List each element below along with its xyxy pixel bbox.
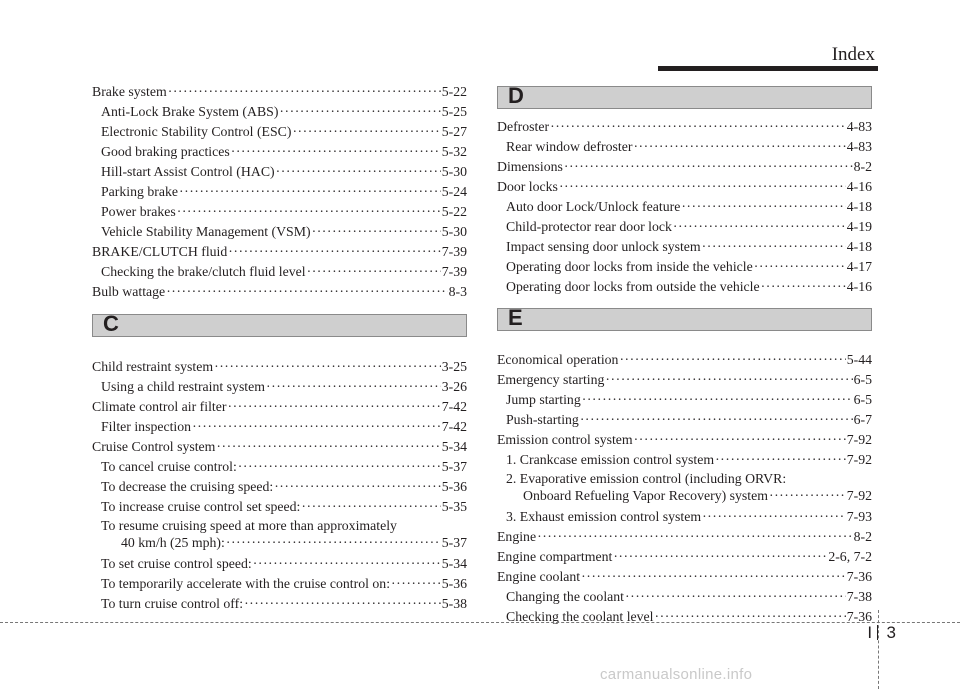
index-entry[interactable] bbox=[92, 282, 467, 302]
dot-leader bbox=[179, 182, 441, 202]
index-column-right bbox=[497, 83, 872, 627]
index-entry-page: 7-36 bbox=[846, 569, 872, 584]
dot-leader bbox=[266, 377, 441, 397]
dot-leader bbox=[619, 350, 845, 370]
dot-leader bbox=[715, 450, 846, 470]
dot-leader bbox=[276, 162, 441, 182]
dot-leader bbox=[177, 202, 441, 222]
index-subentry[interactable] bbox=[92, 162, 467, 182]
dot-leader bbox=[216, 437, 440, 457]
index-subentry[interactable] bbox=[497, 217, 872, 237]
index-entry-term: Filter inspection bbox=[101, 419, 192, 434]
index-entry-page: 7-42 bbox=[441, 419, 467, 434]
index-entry-term: Good braking practices bbox=[101, 144, 230, 159]
index-entry-term: Hill-start Assist Control (HAC) bbox=[101, 164, 275, 179]
dot-leader bbox=[581, 567, 846, 587]
index-entry-term: Defroster bbox=[497, 119, 550, 134]
index-subentry[interactable] bbox=[92, 554, 467, 574]
entries-e2 bbox=[497, 507, 872, 627]
index-entry-term: BRAKE/CLUTCH fluid bbox=[92, 244, 228, 259]
index-entry-term: Power brakes bbox=[101, 204, 176, 219]
index-entry[interactable] bbox=[92, 357, 467, 377]
dot-leader bbox=[227, 397, 440, 417]
dot-leader bbox=[301, 497, 440, 517]
index-subentry[interactable] bbox=[497, 137, 872, 157]
dot-leader bbox=[192, 417, 441, 437]
index-subentry[interactable] bbox=[497, 277, 872, 297]
index-entry-term: Bulb wattage bbox=[92, 284, 166, 299]
index-entry-term: 3. Exhaust emission control system bbox=[506, 509, 702, 524]
index-subentry[interactable] bbox=[497, 507, 872, 527]
index-entry-term: Parking brake bbox=[101, 184, 179, 199]
index-entry-term: Door locks bbox=[497, 179, 558, 194]
index-entry-page: 6-7 bbox=[853, 412, 872, 427]
index-entry-page: 4-18 bbox=[846, 239, 872, 254]
index-entry[interactable] bbox=[92, 397, 467, 417]
section-letter-c: C bbox=[103, 311, 119, 336]
index-entry-term: Auto door Lock/Unlock feature bbox=[506, 199, 681, 214]
index-subentry[interactable] bbox=[92, 477, 467, 497]
index-subentry[interactable] bbox=[92, 594, 467, 614]
index-subentry[interactable] bbox=[497, 237, 872, 257]
dot-leader bbox=[168, 82, 441, 102]
dot-leader bbox=[214, 357, 441, 377]
index-entry-term: Jump starting bbox=[506, 392, 581, 407]
index-entry-page: 5-30 bbox=[441, 224, 467, 239]
index-entry-page: 6-5 bbox=[853, 392, 872, 407]
entries-c bbox=[92, 357, 467, 517]
index-entry-term: Changing the coolant bbox=[506, 589, 625, 604]
dot-leader bbox=[244, 594, 441, 614]
index-entry[interactable] bbox=[497, 547, 872, 567]
index-subentry[interactable] bbox=[92, 102, 467, 122]
index-entry-term: Child-protector rear door lock bbox=[506, 219, 672, 234]
index-entry-page: 5-37 bbox=[441, 535, 467, 550]
index-entry-page: 7-42 bbox=[441, 399, 467, 414]
dot-leader bbox=[226, 534, 441, 551]
section-letter-d: D bbox=[508, 83, 524, 108]
index-entry-page: 5-34 bbox=[441, 556, 467, 571]
index-subentry[interactable] bbox=[92, 457, 467, 477]
entries-e bbox=[497, 350, 872, 470]
index-entry[interactable] bbox=[497, 117, 872, 137]
index-entry-term: Rear window defroster bbox=[506, 139, 633, 154]
footer-rule bbox=[0, 622, 960, 623]
index-entry-page: 4-16 bbox=[846, 179, 872, 194]
dot-leader bbox=[312, 222, 441, 242]
dot-leader bbox=[605, 370, 852, 390]
index-entry-term: Operating door locks from outside the vehicle bbox=[506, 279, 760, 294]
index-entry[interactable] bbox=[497, 350, 872, 370]
index-entry-term: Checking the brake/clutch fluid level bbox=[101, 264, 306, 279]
dot-leader bbox=[681, 197, 845, 217]
dot-leader bbox=[166, 282, 447, 302]
index-entry-wrapped[interactable] bbox=[92, 517, 467, 551]
index-subentry[interactable] bbox=[497, 450, 872, 470]
index-entry-term: To turn cruise control off: bbox=[101, 596, 244, 611]
index-entry-page: 8-3 bbox=[448, 284, 467, 299]
index-subentry[interactable] bbox=[92, 142, 467, 162]
index-entry-page: 7-39 bbox=[441, 264, 467, 279]
index-entry-term: Electronic Stability Control (ESC) bbox=[101, 124, 292, 139]
index-entry-page: 4-83 bbox=[846, 119, 872, 134]
section-header-c bbox=[92, 311, 467, 337]
index-entry-term-line2: 40 km/h (25 mph): bbox=[121, 535, 225, 550]
index-entry-page: 5-22 bbox=[441, 204, 467, 219]
page-header-title: Index bbox=[831, 44, 875, 65]
dot-leader bbox=[613, 547, 827, 567]
index-entry-term: Push-starting bbox=[506, 412, 579, 427]
index-subentry[interactable] bbox=[92, 202, 467, 222]
dot-leader bbox=[625, 587, 846, 607]
index-subentry[interactable] bbox=[92, 377, 467, 397]
index-entry-page: 7-38 bbox=[846, 589, 872, 604]
dot-leader bbox=[702, 237, 846, 257]
index-entry[interactable] bbox=[497, 177, 872, 197]
index-entry-term-line2: Onboard Refueling Vapor Recovery) system bbox=[523, 488, 768, 503]
dot-leader bbox=[292, 122, 440, 142]
index-entry-page: 5-32 bbox=[441, 144, 467, 159]
index-subentry[interactable] bbox=[92, 182, 467, 202]
index-entry-page: 4-19 bbox=[846, 219, 872, 234]
index-entry-term: To temporarily accelerate with the cruise control on: bbox=[101, 576, 391, 591]
dot-leader bbox=[655, 607, 846, 627]
index-entry-page: 6-5 bbox=[853, 372, 872, 387]
page-number-value: 3 bbox=[886, 623, 896, 642]
index-entry-term: Engine compartment bbox=[497, 549, 613, 564]
index-subentry[interactable] bbox=[92, 122, 467, 142]
page-number-separator bbox=[877, 625, 878, 640]
index-entry-page: 7-92 bbox=[846, 432, 872, 447]
index-entry[interactable] bbox=[92, 82, 467, 102]
index-subentry[interactable] bbox=[92, 262, 467, 282]
index-entry[interactable] bbox=[497, 527, 872, 547]
index-entry-page: 7-93 bbox=[846, 509, 872, 524]
index-entry[interactable] bbox=[497, 430, 872, 450]
index-entry-term: Anti-Lock Brake System (ABS) bbox=[101, 104, 279, 119]
dot-leader bbox=[231, 142, 441, 162]
index-subentry[interactable] bbox=[497, 197, 872, 217]
index-entry-term: Emission control system bbox=[497, 432, 633, 447]
section-header-d bbox=[497, 83, 872, 109]
index-entry-term: To cancel cruise control: bbox=[101, 459, 237, 474]
dot-leader bbox=[769, 487, 846, 504]
index-entry-page: 4-83 bbox=[846, 139, 872, 154]
index-entry-page: 5-44 bbox=[846, 352, 872, 367]
index-entry-term: Vehicle Stability Management (VSM) bbox=[101, 224, 311, 239]
index-subentry[interactable] bbox=[497, 390, 872, 410]
index-subentry[interactable] bbox=[92, 417, 467, 437]
dot-leader bbox=[253, 554, 441, 574]
dot-leader bbox=[634, 430, 846, 450]
index-entry-page: 7-36 bbox=[846, 609, 872, 624]
index-entry[interactable] bbox=[92, 437, 467, 457]
index-entry-term: Child restraint system bbox=[92, 359, 214, 374]
index-entry-term-line1: To resume cruising speed at more than approximately bbox=[101, 518, 397, 533]
index-subentry[interactable] bbox=[497, 607, 872, 627]
index-subentry[interactable] bbox=[92, 222, 467, 242]
dot-leader bbox=[279, 102, 440, 122]
index-entry-term: 1. Crankcase emission control system bbox=[506, 452, 715, 467]
dot-leader bbox=[559, 177, 846, 197]
dot-leader bbox=[761, 277, 846, 297]
index-entry-page: 5-22 bbox=[441, 84, 467, 99]
index-subentry[interactable] bbox=[497, 257, 872, 277]
index-entry-page: 5-35 bbox=[441, 499, 467, 514]
index-entry-page: 4-17 bbox=[846, 259, 872, 274]
index-entry-term: Dimensions bbox=[497, 159, 563, 174]
index-entry-page: 5-24 bbox=[441, 184, 467, 199]
index-entry[interactable] bbox=[497, 157, 872, 177]
index-entry-term: Cruise Control system bbox=[92, 439, 216, 454]
index-entry-page: 7-92 bbox=[846, 452, 872, 467]
index-entry-term: To increase cruise control set speed: bbox=[101, 499, 301, 514]
index-entry-term: To set cruise control speed: bbox=[101, 556, 252, 571]
index-entry-page: 5-30 bbox=[441, 164, 467, 179]
page-number bbox=[867, 622, 896, 644]
index-entry-term: Checking the coolant level bbox=[506, 609, 654, 624]
index-entry-term: Brake system bbox=[92, 84, 167, 99]
section-letter-e: E bbox=[508, 305, 523, 330]
index-subentry[interactable] bbox=[92, 497, 467, 517]
index-entry-page: 5-36 bbox=[441, 479, 467, 494]
index-subentry[interactable] bbox=[497, 587, 872, 607]
dot-leader bbox=[550, 117, 846, 137]
dot-leader bbox=[754, 257, 846, 277]
section-header-e bbox=[497, 305, 872, 331]
index-entry[interactable] bbox=[92, 242, 467, 262]
entries-top bbox=[92, 82, 467, 302]
index-entry-term: Operating door locks from inside the vehicle bbox=[506, 259, 753, 274]
dot-leader bbox=[238, 457, 441, 477]
index-entry-page: 5-37 bbox=[441, 459, 467, 474]
dot-leader bbox=[580, 410, 853, 430]
index-subentry[interactable] bbox=[497, 410, 872, 430]
dot-leader bbox=[673, 217, 846, 237]
index-entry-page: 5-36 bbox=[441, 576, 467, 591]
dot-leader bbox=[274, 477, 441, 497]
entries-c2 bbox=[92, 554, 467, 614]
dot-leader bbox=[702, 507, 846, 527]
index-entry-term: Using a child restraint system bbox=[101, 379, 265, 394]
dot-leader bbox=[307, 262, 441, 282]
index-entry-page: 7-39 bbox=[441, 244, 467, 259]
index-entry[interactable] bbox=[497, 567, 872, 587]
dot-leader bbox=[633, 137, 845, 157]
index-entry-page: 5-27 bbox=[441, 124, 467, 139]
index-subentry[interactable] bbox=[92, 574, 467, 594]
index-entry-page: 5-38 bbox=[441, 596, 467, 611]
page-section: I bbox=[867, 623, 873, 642]
index-entry-page: 3-26 bbox=[441, 379, 467, 394]
index-entry-page: 4-16 bbox=[846, 279, 872, 294]
index-entry-term: Impact sensing door unlock system bbox=[506, 239, 701, 254]
index-entry-page: 5-34 bbox=[441, 439, 467, 454]
index-entry[interactable] bbox=[497, 370, 872, 390]
dot-leader bbox=[582, 390, 853, 410]
watermark: carmanualsonline.info bbox=[600, 666, 753, 683]
dot-leader bbox=[537, 527, 853, 547]
index-entry-wrapped[interactable] bbox=[497, 470, 872, 504]
index-entry-term: Engine bbox=[497, 529, 537, 544]
index-column-left bbox=[92, 82, 467, 614]
index-entry-term: Emergency starting bbox=[497, 372, 605, 387]
header-rule bbox=[658, 66, 878, 71]
index-entry-page: 7-92 bbox=[846, 488, 872, 503]
index-entry-page: 8-2 bbox=[853, 529, 872, 544]
entries-d bbox=[497, 117, 872, 297]
index-entry-page: 8-2 bbox=[853, 159, 872, 174]
dot-leader bbox=[391, 574, 441, 594]
index-entry-page: 4-18 bbox=[846, 199, 872, 214]
index-entry-term: Climate control air filter bbox=[92, 399, 227, 414]
index-entry-term-line1: 2. Evaporative emission control (including ORVR: bbox=[506, 471, 787, 486]
index-entry-term: To decrease the cruising speed: bbox=[101, 479, 274, 494]
dot-leader bbox=[228, 242, 440, 262]
dot-leader bbox=[564, 157, 853, 177]
index-entry-page: 3-25 bbox=[441, 359, 467, 374]
index-entry-term: Engine coolant bbox=[497, 569, 581, 584]
index-entry-term: Economical operation bbox=[497, 352, 619, 367]
index-entry-page: 5-25 bbox=[441, 104, 467, 119]
index-entry-page: 2-6, 7-2 bbox=[828, 549, 872, 564]
